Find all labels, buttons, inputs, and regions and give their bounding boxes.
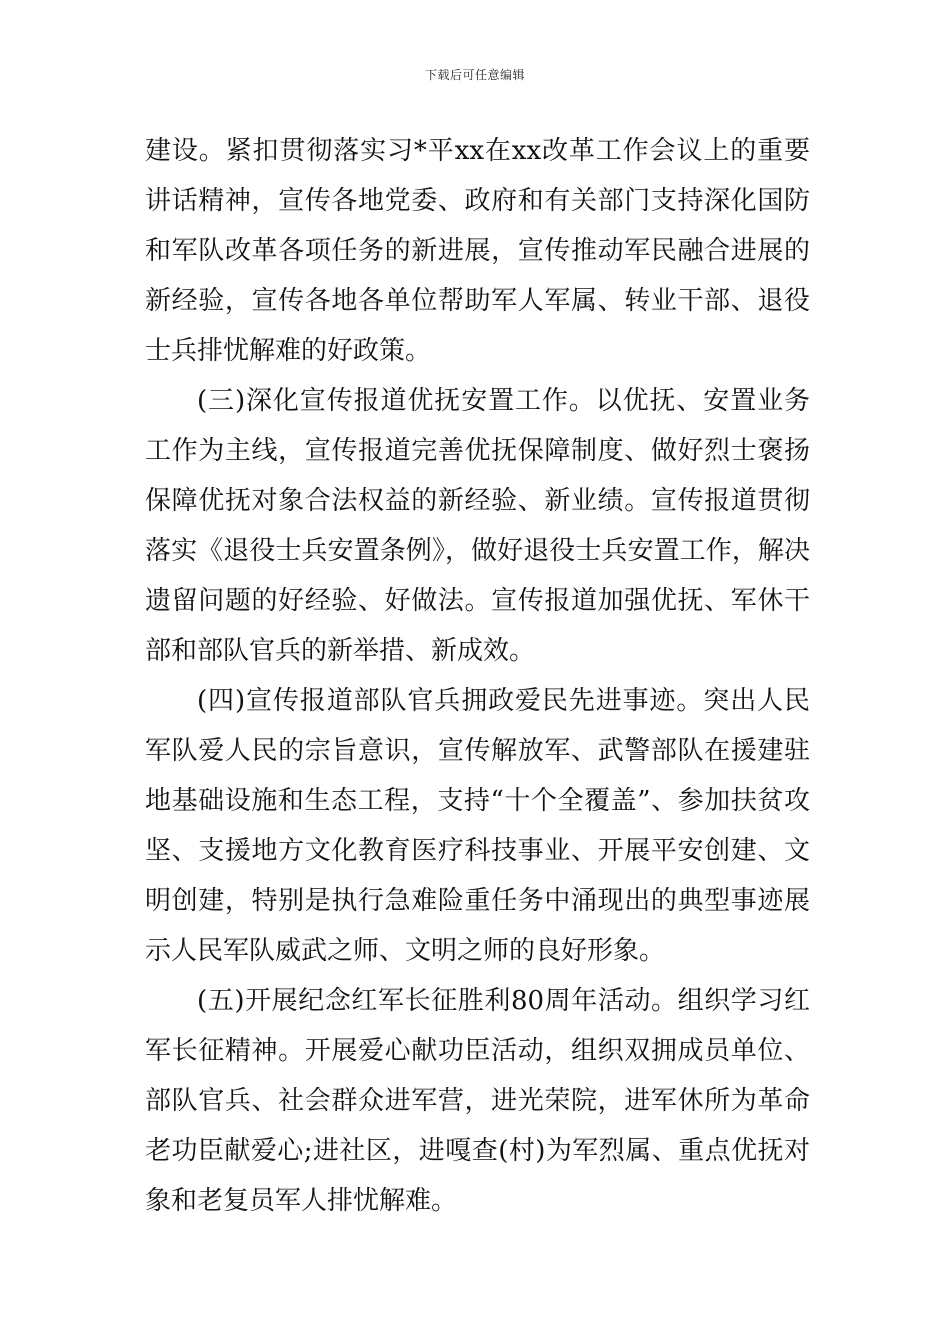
page-header: 下载后可任意编辑 [424,68,525,82]
document-body [145,126,810,1226]
paragraph-2: (三)深化宣传报道优抚安置工作。以优抚、安置业务工作为主线，宣传报道完善优抚保障制度、做好烈士褒扬保障优抚对象合法权益的新经验、新业绩。宣传报道贯彻落实《退役士兵安置条例》，做好退役士兵安置工作，解决遗留问题的好经验、好做法。宣传报道加强优抚、军休干部和部队官兵的新举措、新成效。 [145,386,810,666]
paragraph-1: 建设。紧扣贯彻落实习*平xx在xx改革工作会议上的重要讲话精神，宣传各地党委、政府和有关部门支持深化国防和军队改革各项任务的新进展，宣传推动军民融合进展的新经验，宣传各地各单位帮助军人军属、转业干部、退役士兵排忧解难的好政策。 [145,136,810,366]
paragraph-3: (四)宣传报道部队官兵拥政爱民先进事迹。突出人民军队爱人民的宗旨意识，宣传解放军、武警部队在援建驻地基础设施和生态工程，支持“十个全覆盖”、参加扶贫攻坚、支援地方文化教育医疗科技事业、开展平安创建、文明创建，特别是执行急难险重任务中涌现出的典型事迹展示人民军队威武之师、文明之师的良好形象。 [145,686,810,966]
paragraph-4: (五)开展纪念红军长征胜利80周年活动。组织学习红军长征精神。开展爱心献功臣活动，组织双拥成员单位、部队官兵、社会群众进军营，进光荣院，进军休所为革命老功臣献爱心;进社区，进嘎查(村)为军烈属、重点优抚对象和老复员军人排忧解难。 [145,986,810,1216]
